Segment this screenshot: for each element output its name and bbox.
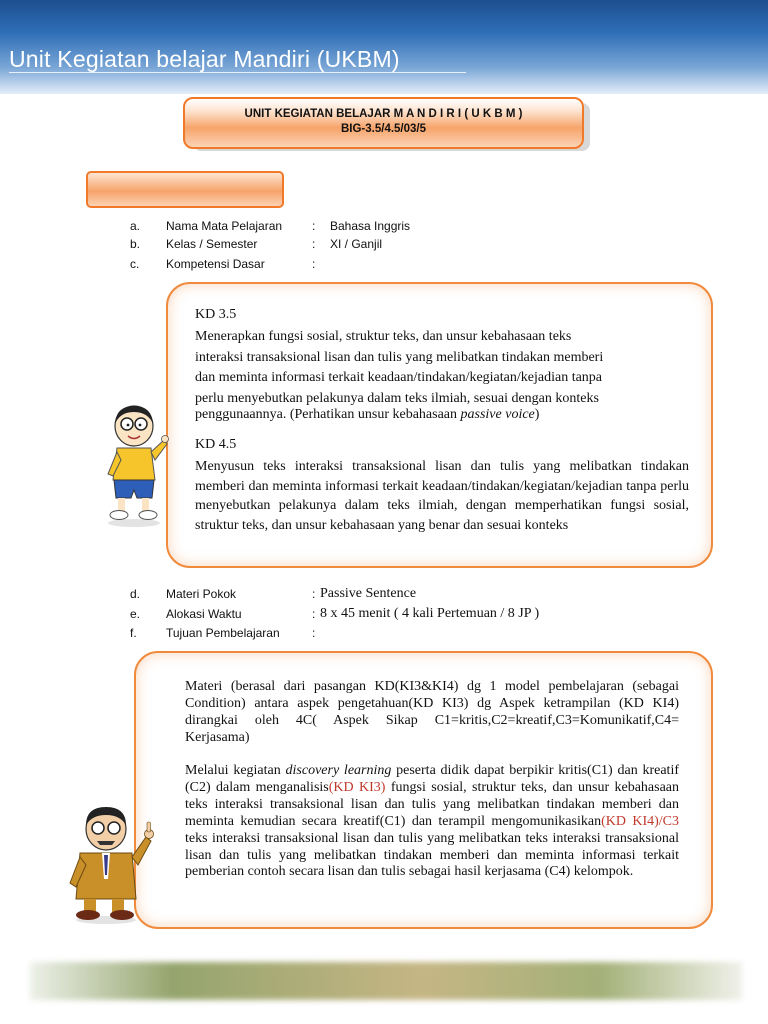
- kd-ki3-highlight: (KD KI3): [328, 779, 386, 795]
- discovery-learning-term: discovery learning: [285, 763, 392, 778]
- row-letter: b.: [130, 237, 141, 251]
- kd35-text-part: ): [534, 406, 540, 422]
- footer-decoration: [30, 962, 742, 1000]
- row-value: Passive Sentence: [320, 586, 417, 601]
- row-letter: f.: [130, 626, 137, 640]
- section-label-pill: [86, 171, 284, 208]
- kd35-line: [195, 405, 655, 425]
- row-colon: :: [312, 237, 316, 251]
- passive-voice-term: passive voice: [460, 406, 535, 422]
- row-label: Kelas / Semester: [166, 237, 258, 251]
- row-colon: :: [312, 607, 316, 621]
- objective-text: fungsi sosial, struktur teks, dan unsur kebahasaan teks interaksi transaksional lisan dan tulis yang melibatkan tindakan memberi dan meminta kemudian secara kreatif(C1) dan terampil mengomunikasikan: [185, 779, 680, 829]
- teacher-character-illustration: [66, 803, 160, 925]
- row-value: 8 x 45 menit ( 4 kali Pertemuan / 8 JP ): [320, 606, 540, 621]
- kd35-line: dan meminta informasi terkait keadaan/tindakan/kegiatan/kejadian tanpa: [195, 370, 603, 385]
- kd45-title: KD 4.5: [195, 437, 237, 452]
- title-underline: [9, 72, 466, 73]
- kd35-line: Menerapkan fungsi sosial, struktur teks, dan unsur kebahasaan teks: [195, 329, 572, 344]
- objective-text: peserta didik dapat berpikir kritis(C1) dan kreatif (C2) dalam menganalisis: [185, 763, 679, 795]
- ukbm-banner: [183, 97, 584, 149]
- row-colon: :: [312, 219, 316, 233]
- kd35-text-part: penggunaannya. (Perhatikan unsur kebahasaan: [195, 406, 461, 422]
- row-colon: :: [312, 257, 316, 271]
- objective-paragraph-1: Materi (berasal dari pasangan KD(KI3&KI4) dg 1 model pembelajaran (sebagai Condition) antara aspek pengetahuan(KD KI3) dg Aspek ketrampilan (KD KI4) dirangkai oleh 4C( Aspek Sikap C1=kritis,C2=kreatif,C3=Komunikatif,C4= Kerjasama): [185, 679, 679, 745]
- banner-code: BIG-3.5/4.5/03/5: [340, 123, 427, 135]
- row-colon: :: [312, 587, 316, 601]
- kd35-line: perlu menyebutkan pelakunya dalam teks ilmiah, sesuai dengan konteks: [195, 390, 599, 406]
- kd35-title: KD 3.5: [195, 307, 237, 322]
- kd45-text: Menyusun teks interaksi transaksional lisan dan tulis yang melibatkan tindakan memberi dan meminta informasi terkait keadaan/tindakan/kegiatan/kejadian tanpa perlu menyebutkan pelakunya dalam teks ilmiah, dengan memperhatikan fungsi sosial, struktur teks, dan unsur kebahasaan yang benar dan sesuai konteks: [195, 459, 689, 533]
- row-label: Tujuan Pembelajaran: [166, 626, 280, 640]
- objective-paragraph-2: [185, 763, 679, 881]
- row-label: Alokasi Waktu: [166, 607, 242, 621]
- row-label: Nama Mata Pelajaran: [166, 219, 283, 233]
- kd35-line: interaksi transaksional lisan dan tulis yang melibatkan tindakan memberi: [195, 349, 604, 365]
- row-letter: a.: [130, 219, 141, 233]
- row-colon: :: [312, 626, 316, 640]
- student-character-illustration: [104, 402, 170, 528]
- row-letter: e.: [130, 607, 141, 621]
- row-letter: d.: [130, 587, 141, 601]
- kd-ki4-highlight: (KD KI4)/C3: [601, 813, 679, 829]
- row-label: Kompetensi Dasar: [166, 257, 265, 271]
- row-letter: c.: [130, 257, 140, 271]
- kd-box: [166, 282, 713, 568]
- banner-title: UNIT KEGIATAN BELAJAR M A N D I R I ( U K B M ): [244, 108, 523, 120]
- row-value: XI / Ganjil: [330, 237, 383, 251]
- row-label: Materi Pokok: [166, 587, 237, 601]
- objective-text: Melalui kegiatan: [185, 763, 286, 778]
- objective-text: teks interaksi transaksional lisan dan tulis yang melibatkan teks interaksi transaksional lisan dan tulis yang melibatkan tindakan memberi dan meminta informasi terkait pemberian contoh secara lisan dan tulis sebagai hasil kerjasama (C4) kelompok.: [185, 830, 679, 880]
- page-title: Unit Kegiatan belajar Mandiri (UKBM): [9, 46, 400, 72]
- row-value: Bahasa Inggris: [330, 219, 411, 233]
- kd35-text: [195, 327, 655, 424]
- objective-box: [134, 651, 713, 929]
